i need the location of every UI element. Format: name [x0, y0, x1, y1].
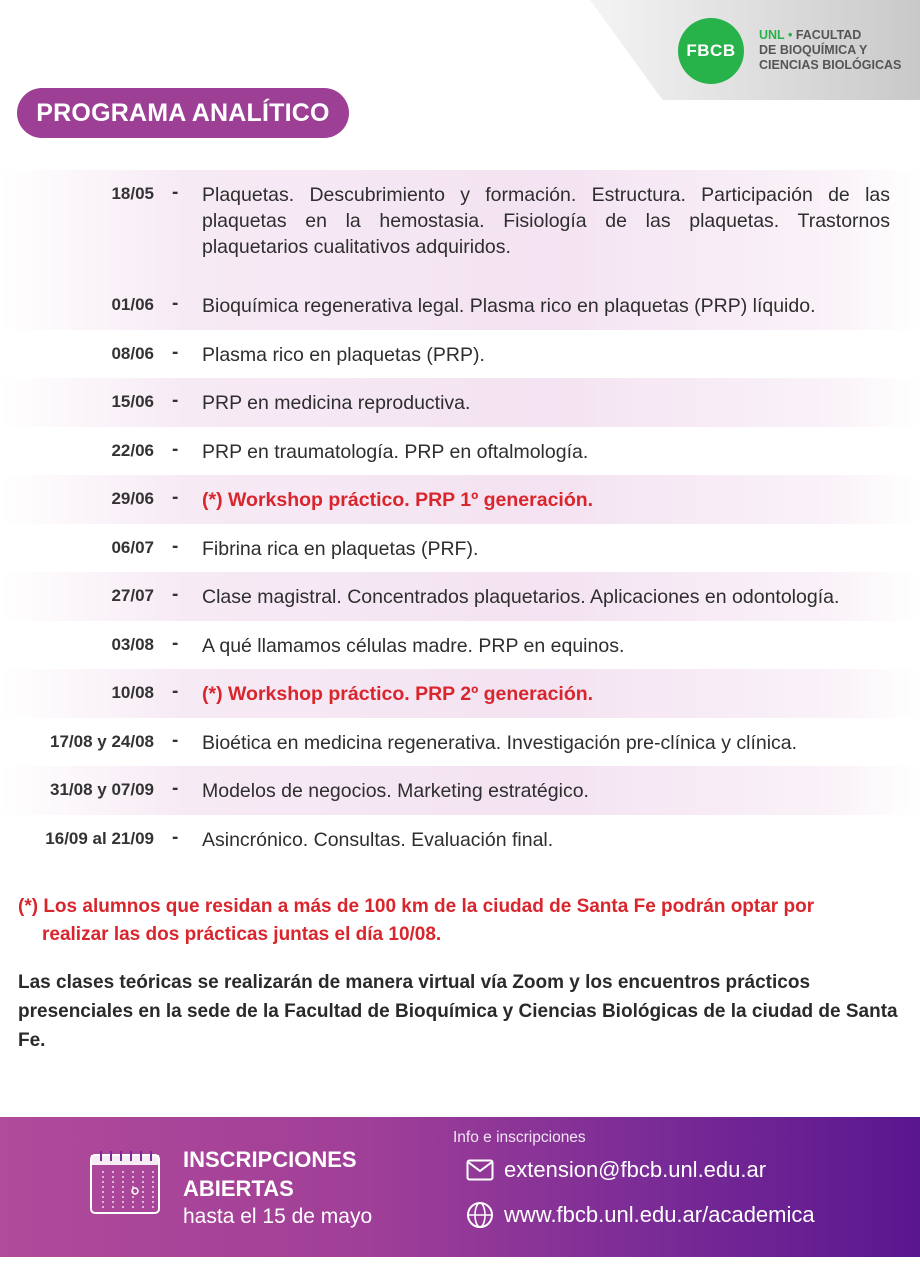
schedule-text: PRP en traumatología. PRP en oftalmología.: [202, 440, 589, 463]
schedule-list: [0, 170, 920, 863]
schedule-dash: -: [172, 681, 179, 702]
schedule-date: 18/05: [111, 184, 154, 203]
schedule-dash: -: [172, 729, 179, 751]
schedule-row: [0, 281, 920, 330]
schedule-date: 15/06: [111, 392, 154, 411]
globe-icon: [466, 1201, 494, 1229]
schedule-row: [0, 669, 920, 718]
schedule-date: 27/07: [111, 586, 154, 605]
schedule-text: Clase magistral. Concentrados plaquetarios. Aplicaciones en odontología.: [202, 586, 840, 608]
logo-line1: FACULTAD: [795, 28, 862, 42]
schedule-date: 03/08: [111, 634, 154, 654]
schedule-text: Asincrónico. Consultas. Evaluación final.: [202, 828, 554, 851]
schedule-row: [0, 718, 920, 767]
schedule-dash: -: [172, 584, 179, 605]
page-title: PROGRAMA ANALÍTICO: [17, 88, 349, 138]
schedule-row: [0, 170, 920, 281]
schedule-date: 10/08: [111, 683, 154, 702]
schedule-text: PRP en medicina reproductiva.: [202, 392, 471, 414]
schedule-text-highlight: (*) Workshop práctico. PRP 2º generación.: [202, 683, 594, 705]
schedule-text: Bioquímica regenerativa legal. Plasma rico en plaquetas (PRP) líquido.: [202, 295, 816, 317]
schedule-date: 08/06: [111, 343, 154, 363]
schedule-dash: -: [172, 390, 179, 411]
schedule-text: Bioética en medicina regenerativa. Investigación pre-clínica y clínica.: [202, 731, 798, 754]
schedule-row: [0, 572, 920, 621]
schedule-row: [0, 475, 920, 524]
mail-icon: [466, 1159, 494, 1181]
footer-banner: [0, 1117, 920, 1257]
schedule-date: 06/07: [111, 537, 154, 557]
schedule-date: 29/06: [111, 489, 154, 508]
workshop-note-line2: realizar las dos prácticas juntas el día 10/08.: [42, 924, 442, 945]
schedule-text-highlight: (*) Workshop práctico. PRP 1º generación.: [202, 489, 594, 511]
fbcb-logo-badge: FBCB: [678, 18, 744, 84]
schedule-row: [0, 427, 920, 476]
schedule-dash: -: [172, 632, 179, 654]
schedule-dash: -: [172, 182, 179, 203]
schedule-row: [0, 815, 920, 864]
calendar-icon: [89, 1147, 161, 1217]
schedule-date: 17/08 y 24/08: [50, 731, 154, 751]
schedule-dash: -: [172, 535, 179, 557]
schedule-date: 22/06: [111, 440, 154, 460]
schedule-dash: -: [172, 826, 179, 848]
web-contact[interactable]: [466, 1201, 815, 1229]
schedule-row: [0, 378, 920, 427]
logo-line2: DE BIOQUÍMICA Y: [759, 43, 868, 57]
schedule-row: [0, 524, 920, 573]
registration-line2: ABIERTAS: [183, 1176, 294, 1201]
registration-title: [183, 1145, 357, 1203]
schedule-row: [0, 766, 920, 815]
schedule-dash: -: [172, 341, 179, 363]
schedule-date: 16/09 al 21/09: [45, 828, 154, 848]
workshop-note: [18, 893, 888, 949]
workshop-note-line1: (*) Los alumnos que residan a más de 100 km de la ciudad de Santa Fe podrán optar por: [18, 896, 815, 917]
registration-line1: INSCRIPCIONES: [183, 1147, 357, 1172]
schedule-text: Modelos de negocios. Marketing estratégico.: [202, 780, 589, 802]
schedule-dash: -: [172, 778, 179, 799]
logo-dot: •: [787, 28, 793, 42]
schedule-date: 01/06: [111, 295, 154, 314]
schedule-text: Plasma rico en plaquetas (PRP).: [202, 343, 485, 366]
schedule-text: Fibrina rica en plaquetas (PRF).: [202, 537, 479, 560]
schedule-row: [0, 621, 920, 670]
schedule-text: Plaquetas. Descubrimiento y formación. Estructura. Participación de las plaquetas en la hemostasia. Fisiología de las plaquetas. Trastornos plaquetarios cualitativos adquiridos.: [202, 184, 890, 258]
schedule-date: 31/08 y 07/09: [50, 780, 154, 799]
schedule-text: A qué llamamos células madre. PRP en equinos.: [202, 634, 625, 657]
modality-note: Las clases teóricas se realizarán de manera virtual vía Zoom y los encuentros prácticos presenciales en la sede de la Facultad de Bioquímica y Ciencias Biológicas de la ciudad de Santa Fe.: [18, 972, 898, 1051]
info-label: Info e inscripciones: [453, 1129, 586, 1146]
web-link[interactable]: www.fbcb.unl.edu.ar/academica: [504, 1202, 815, 1227]
logo-line3: CIENCIAS BIOLÓGICAS: [759, 58, 902, 72]
logo-unl: UNL: [759, 28, 785, 42]
registration-deadline: hasta el 15 de mayo: [183, 1205, 373, 1228]
faculty-name: [759, 28, 919, 73]
schedule-dash: -: [172, 293, 179, 314]
email-link[interactable]: extension@fbcb.unl.edu.ar: [504, 1157, 767, 1182]
schedule-dash: -: [172, 487, 179, 508]
email-contact[interactable]: [466, 1157, 766, 1183]
schedule-dash: -: [172, 438, 179, 460]
schedule-row: [0, 330, 920, 379]
